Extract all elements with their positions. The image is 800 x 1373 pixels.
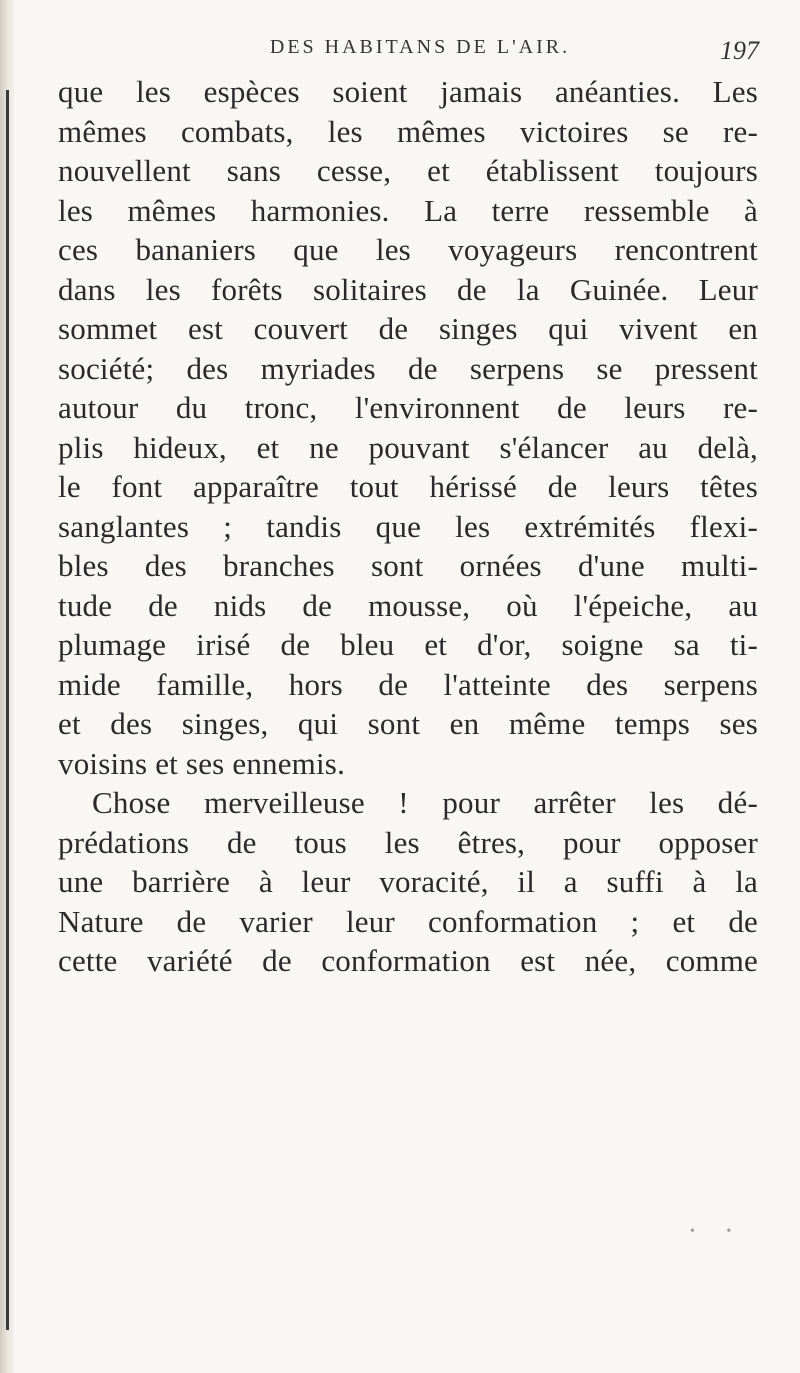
running-head: DES HABITANS DE L'AIR. <box>269 36 571 58</box>
footer-marks: • • <box>690 1224 746 1239</box>
text-line: Nature de varier leur conformation ; et de <box>58 903 758 939</box>
text-line: une barrière à leur voracité, il a suffi à la <box>58 864 758 899</box>
text-line: cette variété de conformation est née, comme <box>58 943 758 978</box>
page-header <box>0 36 800 76</box>
page-gutter <box>0 0 14 1373</box>
text-line: dans les forêts solitaires de la Guinée. Leur <box>58 271 758 307</box>
text-line: mide famille, hors de l'atteinte des serpens <box>58 666 758 702</box>
text-line: bles des branches sont ornées d'une multi- <box>58 548 758 583</box>
text-line: mêmes combats, les mêmes victoires se re- <box>58 113 758 149</box>
text-line: que les espèces soient jamais anéanties. Les <box>58 74 758 109</box>
page-number: 197 <box>720 36 759 65</box>
text-line: société; des myriades de serpens se pressent <box>58 350 758 386</box>
body-text <box>58 72 758 981</box>
text-line: sanglantes ; tandis que les extrémités flexi- <box>58 508 758 544</box>
text-line: plumage irisé de bleu et d'or, soigne sa ti- <box>58 627 758 662</box>
text-line: autour du tronc, l'environnent de leurs re- <box>58 390 758 425</box>
text-line: plis hideux, et ne pouvant s'élancer au delà, <box>58 429 758 465</box>
text-line: ces bananiers que les voyageurs rencontrent <box>58 232 758 267</box>
binding-edge <box>6 90 9 1330</box>
text-line: voisins et ses ennemis. <box>58 745 346 781</box>
text-line: nouvellent sans cesse, et établissent toujours <box>58 153 758 188</box>
text-line: prédations de tous les êtres, pour opposer <box>58 824 758 860</box>
text-line: le font apparaître tout hérissé de leurs têtes <box>58 469 758 504</box>
text-line: tude de nids de mousse, où l'épeiche, au <box>58 587 758 623</box>
text-line: les mêmes harmonies. La terre ressemble à <box>58 192 758 228</box>
text-line: sommet est couvert de singes qui vivent en <box>58 311 758 346</box>
text-line: Chose merveilleuse ! pour arrêter les dé- <box>92 785 758 820</box>
text-line: et des singes, qui sont en même temps ses <box>58 706 758 741</box>
